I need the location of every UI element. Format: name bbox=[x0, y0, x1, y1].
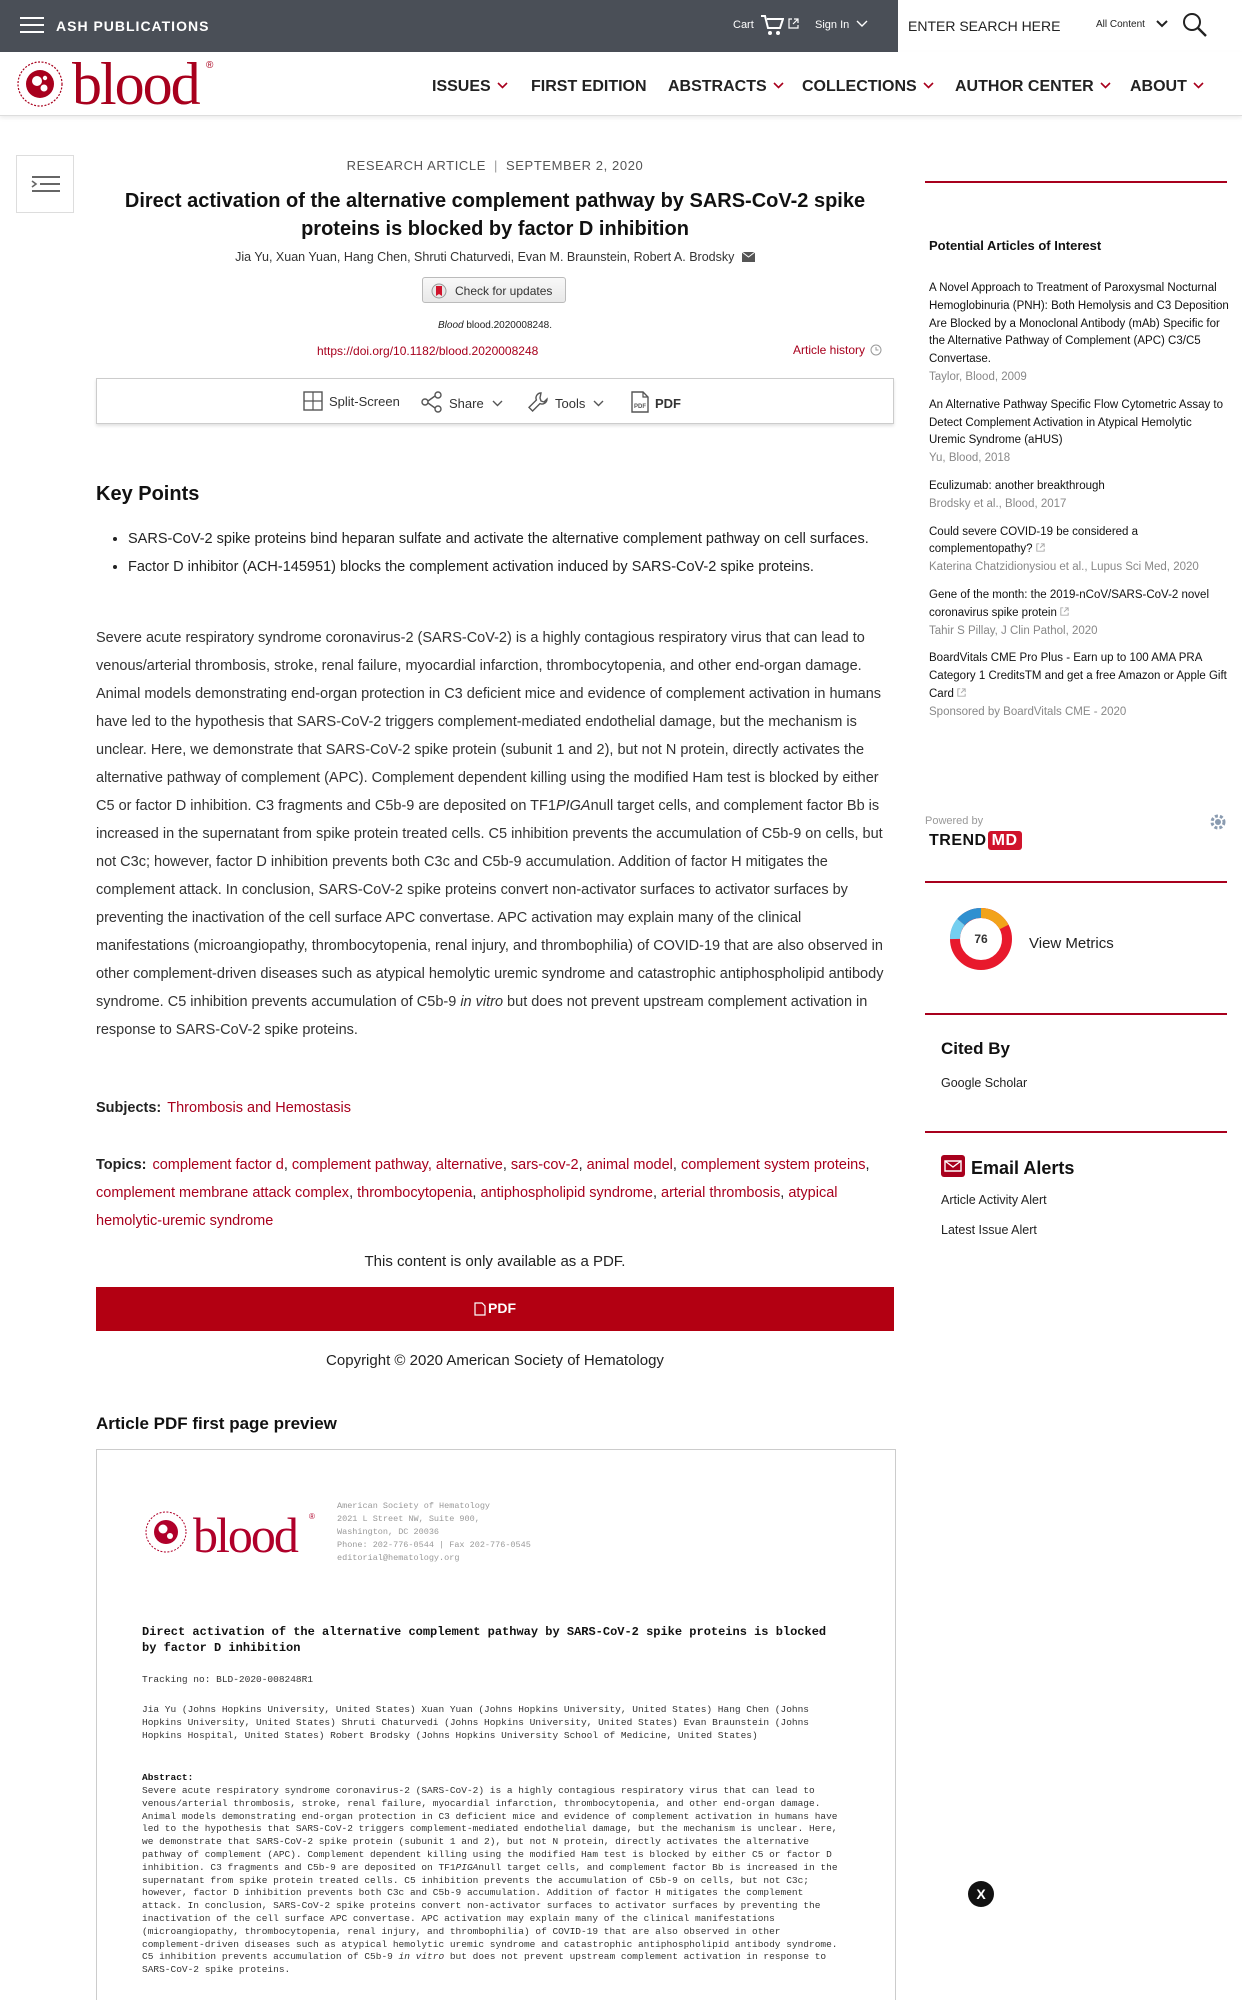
list-item[interactable]: An Alternative Pathway Specific Flow Cytometric Assay to Detect Complement Activation in Atypical Hemolytic Uremic Syndrome (aHUS) Yu, Blood, 2018 bbox=[929, 398, 1224, 465]
article-history-link[interactable]: Article history bbox=[793, 343, 882, 357]
sidebar-divider bbox=[925, 1013, 1227, 1015]
preview-authors: Jia Yu (Johns Hopkins University, United States) Xuan Yuan (Johns Hopkins University, United States) Hang Chen (Johns Hopkins University, United States) Shruti Chaturvedi (Johns Hopkins University, United States) Evan Braunstein (Johns Hopkins Hospital, United States) Robert Brodsky (Johns Hopkins University School of Medicine, United States) bbox=[142, 1704, 810, 1741]
doi-link[interactable]: https://doi.org/10.1182/blood.2020008248 bbox=[317, 344, 539, 358]
article-activity-alert-link[interactable]: Article Activity Alert bbox=[941, 1193, 1047, 1207]
chevron-down-icon bbox=[492, 400, 503, 407]
topic-link[interactable]: antiphospholipid syndrome bbox=[480, 1185, 653, 1201]
mail-icon bbox=[941, 1155, 965, 1177]
list-item: • Factor D inhibitor (ACH-145951) blocks the complement activation induced by SARS-CoV-2 spike proteins. bbox=[128, 553, 894, 581]
topic-link[interactable]: animal model bbox=[586, 1157, 673, 1173]
pdf-file-icon bbox=[474, 1302, 486, 1316]
copyright-text: Copyright © 2020 American Society of Hematology bbox=[326, 1352, 664, 1369]
search-icon[interactable] bbox=[1182, 12, 1208, 38]
table-of-contents-button[interactable] bbox=[16, 155, 74, 213]
menu-icon[interactable] bbox=[20, 17, 44, 35]
wrench-icon bbox=[527, 391, 549, 413]
trendmd-logo[interactable]: TREND MD bbox=[929, 832, 1022, 850]
topic-link[interactable]: atypical hemolytic-uremic syndrome bbox=[96, 1185, 838, 1229]
potential-articles-list bbox=[929, 280, 1229, 732]
author-link[interactable]: Robert A. Brodsky bbox=[633, 250, 735, 264]
split-screen-button[interactable]: Split-Screen bbox=[303, 391, 400, 411]
brand-bar bbox=[0, 52, 1242, 116]
topics-row: Topics: complement factor d, complement pathway, alternative, sars-cov-2, animal model, complement system proteins, complement membrane attack complex, thrombocytopenia, antiphospholipid syndrome, arterial thrombosis, atypical hemolytic-uremic syndrome bbox=[96, 1157, 870, 1229]
gear-icon[interactable] bbox=[1209, 813, 1227, 831]
pdf-preview-heading: Article PDF first page preview bbox=[96, 1414, 337, 1433]
key-points-heading: Key Points bbox=[96, 483, 200, 505]
author-link[interactable]: Hang Chen bbox=[343, 250, 408, 264]
nav-issues[interactable]: ISSUES bbox=[432, 78, 508, 96]
society-seal-icon bbox=[16, 60, 64, 108]
list-item[interactable]: BoardVitals CME Pro Plus - Earn up to 100 AMA PRA Category 1 CreditsTM and get a free Amazon or Apple Gift Card Sponsored by BoardVitals CME - 2020 bbox=[929, 652, 1227, 718]
search-box bbox=[898, 0, 1242, 52]
abstract-text: Severe acute respiratory syndrome coronavirus-2 (SARS-CoV-2) is a highly contagious respiratory virus that can lead to venous/arterial thrombosis, stroke, renal failure, myocardial infarction, thrombocytopenia, and other end-organ damage. Animal models demonstrating end-organ protection in C3 deficient mice and evidence of complement activation in humans have led to the hypothesis that SARS-CoV-2 triggers complement-mediated endothelial damage, but the mechanism is unclear. Here, we demonstrate that SARS-CoV-2 spike protein (subunit 1 and 2), but not N protein, directly activates the alternative pathway of complement (APC). Complement dependent killing using the modified Ham test is blocked by either C5 or factor D inhibition. C3 fragments and C5b-9 are deposited on TF1PIGAnull target cells, and complement factor Bb is increased in the supernatant from spike protein treated cells. C5 inhibition prevents the accumulation of C5b-9 on cells, but not C3c; however, factor D inhibition prevents both C3c and C5b-9 accumulation. Addition of factor H mitigates the complement attack. In conclusion, SARS-CoV-2 spike proteins convert non-activator surfaces to activator surfaces by preventing the inactivation of the cell surface APC convertase. APC activation may explain many of the clinical manifestations (microangiopathy, thrombocytopenia, renal injury, and thrombophilia) of COVID-19 that are also observed in other complement-driven diseases such as atypical hemolytic uremic syndrome and catastrophic antiphospholipid antibody syndrome. C5 inhibition prevents accumulation of C5b-9 in vitro but does not prevent upstream complement activation in response to SARS-CoV-2 spike proteins. bbox=[96, 630, 884, 1038]
chevron-down-icon[interactable] bbox=[856, 19, 868, 29]
check-updates-button[interactable]: Check for updates bbox=[422, 277, 566, 303]
cart-link[interactable]: Cart bbox=[733, 19, 754, 31]
nav-abstracts[interactable]: ABSTRACTS bbox=[668, 78, 784, 96]
article-title: Direct activation of the alternative complement pathway by SARS-CoV-2 spike proteins is blocked by factor D inhibition bbox=[124, 190, 866, 240]
topic-link[interactable]: complement membrane attack complex bbox=[96, 1185, 350, 1201]
key-points-list bbox=[128, 525, 894, 581]
altmetric-donut-icon bbox=[949, 907, 1013, 971]
altmetric-widget[interactable] bbox=[925, 889, 1227, 999]
journal-citation: Blood blood.2020008248. bbox=[438, 320, 552, 331]
top-bar bbox=[0, 0, 1242, 52]
external-link-icon bbox=[1060, 607, 1069, 616]
search-input[interactable] bbox=[908, 12, 1093, 40]
external-link-icon bbox=[1036, 543, 1045, 552]
preview-address: American Society of Hematology 2021 L Street NW, Suite 900, Washington, DC 20036 Phone: 202-776-0544 | Fax 202-776-0545 editorial@hematology.org bbox=[337, 1501, 531, 1563]
list-item[interactable]: Could severe COVID-19 be considered a complementopathy? Katerina Chatzidionysiou et al., Lupus Sci Med, 2020 bbox=[929, 525, 1199, 574]
publisher-link[interactable]: ASH PUBLICATIONS bbox=[56, 18, 210, 34]
article-meta: RESEARCH ARTICLE | SEPTEMBER 2, 2020 bbox=[346, 158, 644, 173]
author-link[interactable]: Xuan Yuan bbox=[275, 250, 337, 264]
topic-link[interactable]: arterial thrombosis bbox=[661, 1185, 781, 1201]
nav-first-edition[interactable]: FIRST EDITION bbox=[531, 78, 647, 95]
pdf-download-button[interactable]: PDF bbox=[96, 1287, 894, 1331]
author-link[interactable]: Shruti Chaturvedi bbox=[414, 250, 511, 264]
pdf-toolbar-button[interactable]: PDF PDF bbox=[631, 391, 681, 413]
chevron-down-icon[interactable] bbox=[1156, 19, 1168, 29]
email-alerts-heading: Email Alerts bbox=[941, 1155, 1074, 1179]
list-item[interactable]: Gene of the month: the 2019-nCoV/SARS-CoV-2 novel coronavirus spike protein Tahir S Pillay, J Clin Pathol, 2020 bbox=[929, 588, 1209, 637]
cart-icon[interactable] bbox=[760, 14, 784, 36]
topic-link[interactable]: complement pathway, alternative bbox=[291, 1157, 503, 1173]
topic-link[interactable]: thrombocytopenia bbox=[357, 1185, 473, 1201]
google-scholar-link[interactable]: Google Scholar bbox=[941, 1076, 1028, 1090]
list-item[interactable]: Eculizumab: another breakthrough Brodsky et al., Blood, 2017 bbox=[929, 479, 1105, 510]
pdf-file-icon bbox=[631, 391, 649, 413]
preview-tracking: Tracking no: BLD-2020-008248R1 bbox=[142, 1674, 314, 1685]
preview-abstract-label: Abstract: bbox=[142, 1772, 194, 1783]
svg-text:PDF: PDF bbox=[634, 404, 646, 410]
pdf-preview-frame[interactable] bbox=[96, 1449, 896, 2000]
share-button[interactable]: Share bbox=[421, 391, 509, 413]
author-link[interactable]: Jia Yu bbox=[235, 250, 269, 264]
article-date: SEPTEMBER 2, 2020 bbox=[506, 158, 644, 173]
author-link[interactable]: Evan M. Braunstein bbox=[517, 250, 627, 264]
potential-articles-heading: Potential Articles of Interest bbox=[929, 238, 1102, 253]
cited-by-heading: Cited By bbox=[941, 1039, 1010, 1058]
close-button[interactable]: X bbox=[968, 1881, 994, 1907]
author-list: Jia Yu, Xuan Yuan, Hang Chen, Shruti Chaturvedi, Evan M. Braunstein, Robert A. Brodsky bbox=[96, 250, 894, 264]
sidebar-divider bbox=[925, 1131, 1227, 1133]
subject-link[interactable]: Thrombosis and Hemostasis bbox=[167, 1100, 352, 1116]
powered-by-label: Powered by bbox=[925, 815, 984, 827]
chevron-down-icon bbox=[593, 400, 604, 407]
registered-mark: ® bbox=[206, 60, 214, 71]
topic-link[interactable]: sars-cov-2 bbox=[510, 1157, 579, 1173]
split-screen-icon bbox=[303, 391, 323, 411]
external-link-icon bbox=[788, 18, 799, 29]
nav-collections[interactable]: COLLECTIONS bbox=[802, 78, 934, 96]
share-icon bbox=[421, 391, 443, 413]
nav-about[interactable]: ABOUT bbox=[1130, 78, 1204, 96]
crossmark-icon bbox=[431, 283, 447, 299]
pdf-only-notice: This content is only available as a PDF. bbox=[364, 1253, 626, 1270]
preview-blood-logo: blood bbox=[193, 1507, 297, 1563]
clock-icon bbox=[870, 344, 882, 356]
topic-link[interactable]: complement system proteins bbox=[680, 1157, 866, 1173]
article-type: RESEARCH ARTICLE bbox=[346, 158, 487, 173]
nav-author-center[interactable]: AUTHOR CENTER bbox=[955, 78, 1111, 96]
toc-icon bbox=[30, 174, 62, 194]
preview-abstract: Severe acute respiratory syndrome coronavirus-2 (SARS-CoV-2) is a highly contagious respiratory virus that can lead to venous/arterial thrombosis, stroke, renal failure, myocardial infarction, thrombocytopenia, and other end-organ damage. Animal models demonstrating end-organ protection in C3 deficient mice and evidence of complement activation in humans have led to the hypothesis that SARS-CoV-2 triggers complement-mediated endothelial damage, but the mechanism is unclear. Here, we demonstrate that SARS-CoV-2 spike protein (subunit 1 and 2), but not N protein, directly activates the alternative pathway of complement (APC). Complement dependent killing using the modified Ham test is blocked by either C5 or factor D inhibition. C3 fragments and C5b-9 are deposited on TF1PIGAnull target cells, and complement factor Bb is increased in the supernatant from spike protein treated cells. C5 inhibition prevents the accumulation of C5b-9 on cells, but not C3c; however, factor D inhibition prevents both C3c and C5b-9 accumulation. Addition of factor H mitigates the complement attack. In conclusion, SARS-CoV-2 spike proteins convert non-activator surfaces to activator surfaces by preventing the inactivation of the cell surface APC convertase. APC activation may explain many of the clinical manifestations (microangiopathy, thrombocytopenia, renal injury, and thrombophilia) of COVID-19 that are also observed in other complement-driven diseases such as atypical hemolytic uremic syndrome and catastrophic antiphospholipid antibody syndrome. C5 inhibition prevents accumulation of C5b-9 in vitro but does not prevent upstream complement activation in response to SARS-CoV-2 spike proteins. bbox=[142, 1785, 838, 1976]
list-item: • SARS-CoV-2 spike proteins bind heparan sulfate and activate the alternative complement pathway on cell surfaces. bbox=[128, 525, 894, 553]
registered-mark: ® bbox=[309, 1512, 315, 1521]
list-item[interactable]: A Novel Approach to Treatment of Paroxysmal Nocturnal Hemoglobinuria (PNH): Both Hemolysis and C3 Deposition Are Blocked by a Monoclonal Antibody (mAb) Specific for the Alternative Pathway of Complement (APC) C3/C5 Convertase. Taylor, Blood, 2009 bbox=[929, 282, 1229, 383]
preview-title: Direct activation of the alternative complement pathway by SARS-CoV-2 spike proteins is blocked by factor D inhibition bbox=[142, 1625, 827, 1655]
society-seal-icon bbox=[144, 1510, 188, 1554]
latest-issue-alert-link[interactable]: Latest Issue Alert bbox=[941, 1223, 1037, 1237]
subjects-row: Subjects: Thrombosis and Hemostasis bbox=[96, 1100, 352, 1116]
article-toolbar bbox=[96, 378, 894, 424]
sidebar-divider bbox=[925, 881, 1227, 883]
view-metrics-link[interactable]: View Metrics bbox=[1029, 935, 1114, 952]
topic-link[interactable]: complement factor d bbox=[152, 1157, 284, 1173]
altmetric-score: 76 bbox=[974, 932, 988, 946]
external-link-icon bbox=[957, 688, 966, 697]
blood-logo[interactable]: blood bbox=[72, 51, 199, 117]
sidebar-divider bbox=[925, 181, 1227, 183]
tools-button[interactable]: Tools bbox=[527, 391, 610, 413]
sign-in-link[interactable]: Sign In bbox=[815, 19, 850, 31]
search-scope-select[interactable]: All Content bbox=[1096, 19, 1145, 30]
mail-icon[interactable] bbox=[742, 252, 755, 262]
